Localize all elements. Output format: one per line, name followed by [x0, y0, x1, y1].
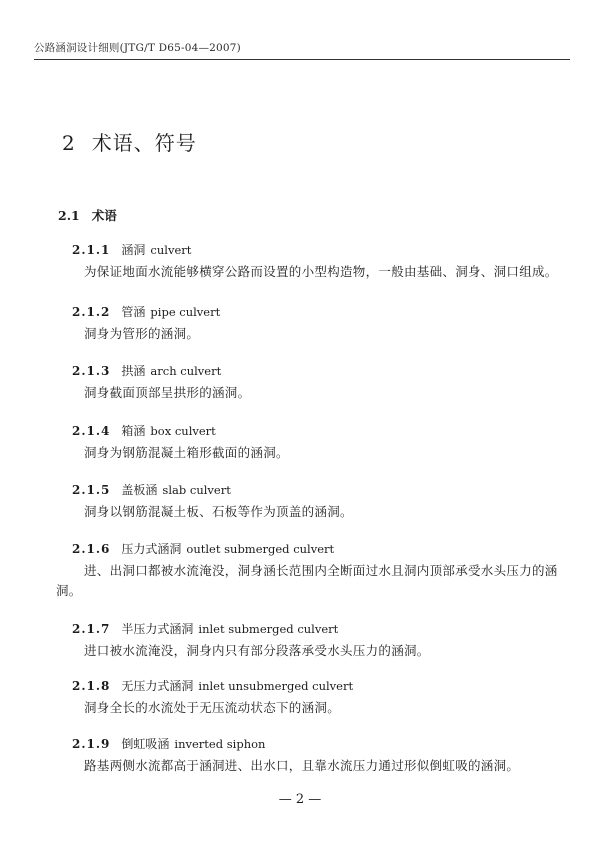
term-number: 2.1.4: [72, 424, 111, 438]
chapter-heading: [62, 127, 197, 156]
term-english: outlet submerged culvert: [186, 542, 335, 556]
term-heading: [72, 362, 221, 379]
term-definition: 路基两侧水流都高于涵洞进、出水口，且靠水流压力通过形似倒虹吸的涵洞。: [84, 758, 520, 773]
term-number: 2.1.1: [72, 243, 111, 257]
running-header: 公路涵洞设计细则(JTG/T D65-04—2007): [34, 42, 241, 54]
term-name: 箱涵: [121, 424, 146, 438]
term-definition: 进、出洞口都被水流淹没，洞身涵长范围内全断面过水且洞内顶部承受水头压力的涵洞。: [56, 563, 558, 598]
term-heading: [72, 241, 191, 258]
term-heading: [72, 620, 338, 637]
term-number: 2.1.2: [72, 305, 111, 319]
term-name: 管涵: [121, 305, 146, 319]
term-number: 2.1.3: [72, 364, 111, 378]
term-heading: [72, 540, 334, 557]
term-english: arch culvert: [150, 364, 222, 378]
term-name: 压力式涵洞: [121, 542, 182, 556]
term-number: 2.1.8: [72, 679, 111, 693]
term-english: culvert: [150, 243, 192, 257]
term-english: pipe culvert: [150, 305, 221, 319]
term-number: 2.1.5: [72, 483, 111, 497]
term-definition: 为保证地面水流能够横穿公路而设置的小型构造物，一般由基础、洞身、洞口组成。: [84, 264, 558, 279]
term-name: 拱涵: [121, 364, 146, 378]
term-name: 涵洞: [121, 243, 146, 257]
header-rule: [34, 59, 570, 60]
term-name: 盖板涵: [121, 483, 158, 497]
term-heading: [72, 422, 216, 439]
term-definition: 洞身全长的水流处于无压流动状态下的涵洞。: [84, 700, 341, 715]
term-heading: [72, 481, 231, 498]
section-number: 2.1: [58, 208, 80, 223]
term-english: inlet unsubmerged culvert: [198, 679, 354, 693]
term-definition: 洞身为钢筋混凝土箱形截面的涵洞。: [84, 445, 289, 460]
chapter-title: 术语、符号: [91, 131, 197, 155]
term-definition: 洞身为管形的涵洞。: [84, 326, 200, 341]
page-number: — 2 —: [278, 792, 322, 807]
term-name: 半压力式涵洞: [121, 622, 194, 636]
term-heading: [72, 735, 265, 752]
section-heading: [58, 206, 117, 224]
term-number: 2.1.9: [72, 737, 111, 751]
term-name: 倒虹吸涵: [121, 737, 170, 751]
term-definition: 洞身以钢筋混凝土板、石板等作为顶盖的涵洞。: [84, 504, 353, 519]
term-name: 无压力式涵洞: [121, 679, 194, 693]
term-number: 2.1.6: [72, 542, 111, 556]
term-heading: [72, 677, 353, 694]
chapter-number: 2: [62, 131, 76, 155]
term-number: 2.1.7: [72, 622, 111, 636]
term-english: box culvert: [150, 424, 216, 438]
term-english: inlet submerged culvert: [198, 622, 339, 636]
section-title: 术语: [91, 208, 117, 223]
term-english: slab culvert: [162, 483, 231, 497]
term-definition: 进口被水流淹没，洞身内只有部分段落承受水头压力的涵洞。: [84, 643, 430, 658]
term-heading: [72, 303, 220, 320]
term-definition: 洞身截面顶部呈拱形的涵洞。: [84, 385, 251, 400]
term-english: inverted siphon: [174, 737, 266, 751]
